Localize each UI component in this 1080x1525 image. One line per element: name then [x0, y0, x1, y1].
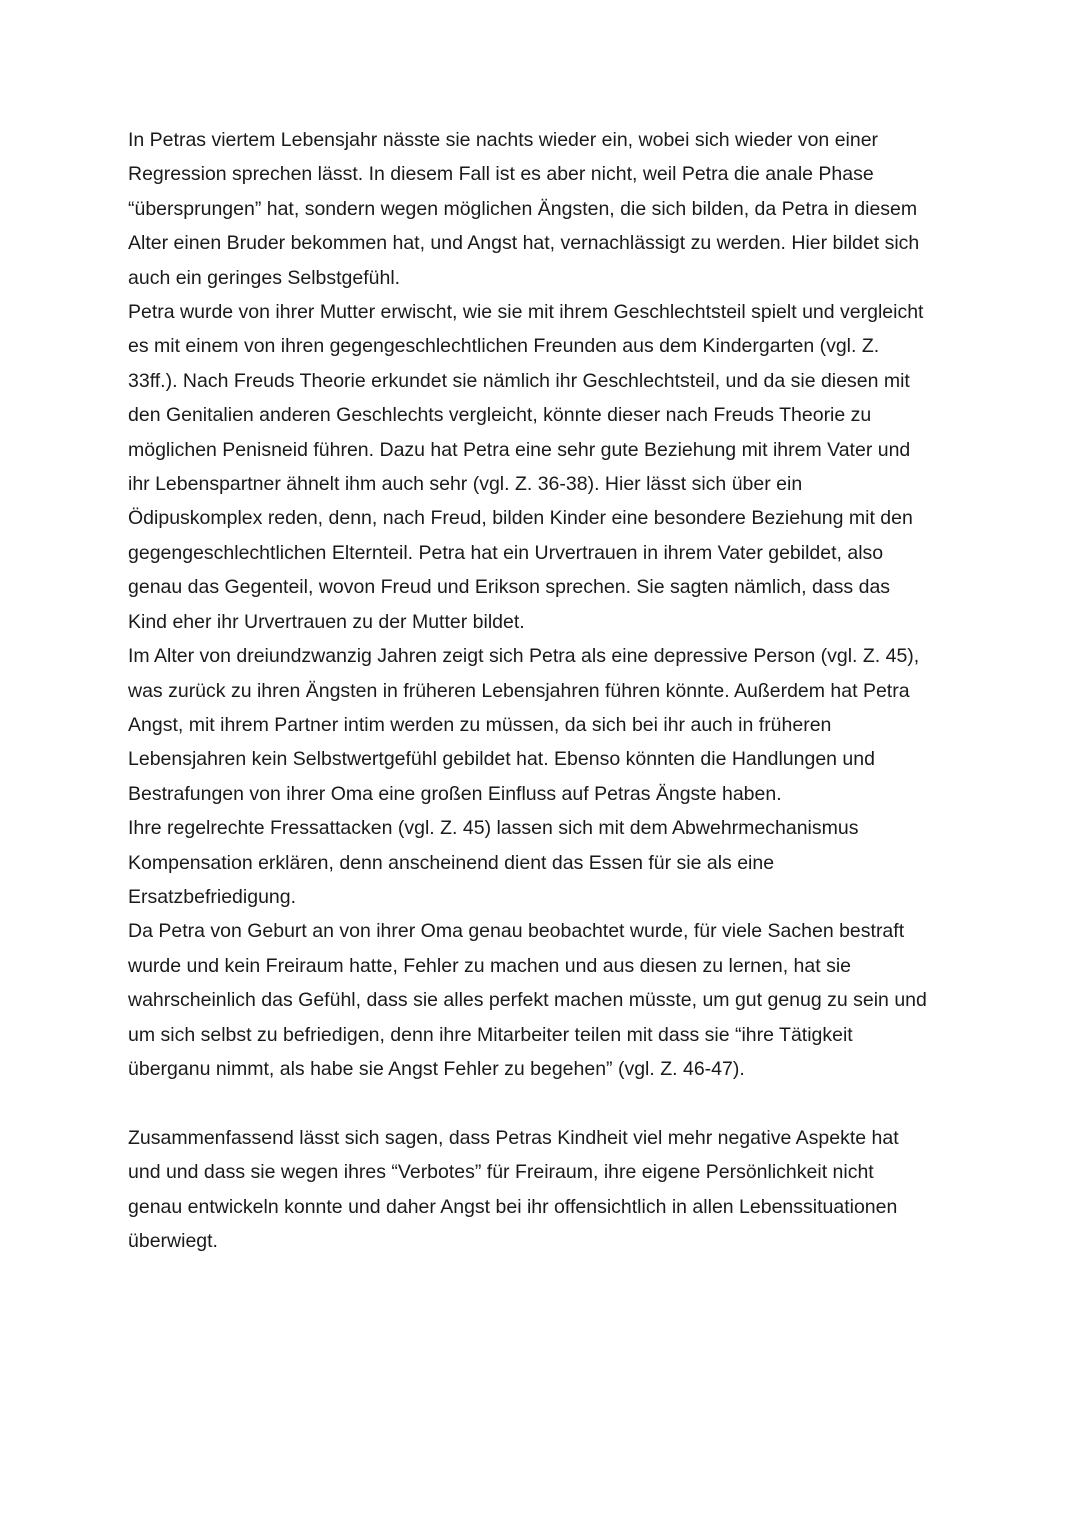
text-line: Zusammenfassend lässt sich sagen, dass Petras Kindheit viel mehr negative Aspekte hat [128, 1126, 899, 1149]
text-line: ihr Lebenspartner ähnelt ihm auch sehr (vgl. Z. 36-38). Hier lässt sich über ein [128, 473, 803, 496]
text-line: wahrscheinlich das Gefühl, dass sie alles perfekt machen müsste, um gut genug zu sein und [128, 989, 927, 1012]
document-body [128, 123, 958, 1258]
text-line: genau entwickeln konnte und daher Angst bei ihr offensichtlich in allen Lebenssituationen [128, 1195, 898, 1218]
text-line: auch ein geringes Selbstgefühl. [128, 266, 401, 289]
text-line: Petra wurde von ihrer Mutter erwischt, wie sie mit ihrem Geschlechtsteil spielt und vergleicht [128, 301, 924, 324]
paragraph-spacer [128, 1086, 958, 1120]
text-line: In Petras viertem Lebensjahr nässte sie nachts wieder ein, wobei sich wieder von einer [128, 129, 879, 151]
text-line: den Genitalien anderen Geschlechts vergleicht, könnte dieser nach Freuds Theorie zu [128, 404, 872, 427]
text-line: Da Petra von Geburt an von ihrer Oma genau beobachtet wurde, für viele Sachen bestraft [128, 920, 905, 943]
paragraph-compensation [128, 811, 958, 914]
paragraph-oedipus [128, 295, 958, 639]
text-line: gegengeschlechtlichen Elternteil. Petra hat ein Urvertrauen in ihrem Vater gebildet, also [128, 541, 884, 564]
text-line: es mit einem von ihren gegengeschlechtlichen Freunden aus dem Kindergarten (vgl. Z. [128, 335, 880, 358]
text-line: Ersatzbefriedigung. [128, 885, 297, 908]
text-line: Alter einen Bruder bekommen hat, und Angst hat, vernachlässigt zu werden. Hier bildet sich [128, 232, 920, 255]
text-line: Ihre regelrechte Fressattacken (vgl. Z. 45) lassen sich mit dem Abwehrmechanismus [128, 817, 859, 840]
paragraph-perfectionism [128, 914, 958, 1086]
text-line: Kind eher ihr Urvertrauen zu der Mutter bildet. [128, 610, 525, 633]
text-line: Angst, mit ihrem Partner intim werden zu müssen, da sich bei ihr auch in früheren [128, 713, 832, 736]
text-line: Bestrafungen von ihrer Oma eine großen Einfluss auf Petras Ängste haben. [128, 782, 782, 805]
text-line: überganu nimmt, als habe sie Angst Fehler zu begehen” (vgl. Z. 46-47). [128, 1057, 745, 1080]
text-line: Lebensjahren kein Selbstwertgefühl gebildet hat. Ebenso könnten die Handlungen und [128, 748, 875, 771]
text-line: “übersprungen” hat, sondern wegen möglichen Ängsten, die sich bilden, da Petra in diesem [128, 197, 918, 220]
text-line: was zurück zu ihren Ängsten in früheren Lebensjahren führen könnte. Außerdem hat Petra [128, 679, 910, 702]
text-line: um sich selbst zu befriedigen, denn ihre Mitarbeiter teilen mit dass sie “ihre Tätigkeit [128, 1023, 853, 1046]
text-line: und und dass sie wegen ihres “Verbotes” für Freiraum, ihre eigene Persönlichkeit nicht [128, 1161, 874, 1184]
text-line: 33ff.). Nach Freuds Theorie erkundet sie nämlich ihr Geschlechtsteil, und da sie diesen mit [128, 369, 910, 392]
text-line: genau das Gegenteil, wovon Freud und Erikson sprechen. Sie sagten nämlich, dass das [128, 576, 891, 599]
text-line: Ödipuskomplex reden, denn, nach Freud, bilden Kinder eine besondere Beziehung mit den [128, 507, 913, 530]
paragraph-conclusion [128, 1121, 958, 1259]
text-line: Im Alter von dreiundzwanzig Jahren zeigt sich Petra als eine depressive Person (vgl. Z. 45), [128, 645, 920, 668]
text-line: wurde und kein Freiraum hatte, Fehler zu machen und aus diesen zu lernen, hat sie [128, 954, 851, 977]
paragraph-depression [128, 639, 958, 811]
text-line: Regression sprechen lässt. In diesem Fall ist es aber nicht, weil Petra die anale Phase [128, 163, 874, 186]
text-line: möglichen Penisneid führen. Dazu hat Petra eine sehr gute Beziehung mit ihrem Vater und [128, 438, 911, 461]
text-line: Kompensation erklären, denn anscheinend dient das Essen für sie als eine [128, 851, 775, 874]
text-line: überwiegt. [128, 1229, 218, 1252]
paragraph-regression [128, 123, 958, 295]
